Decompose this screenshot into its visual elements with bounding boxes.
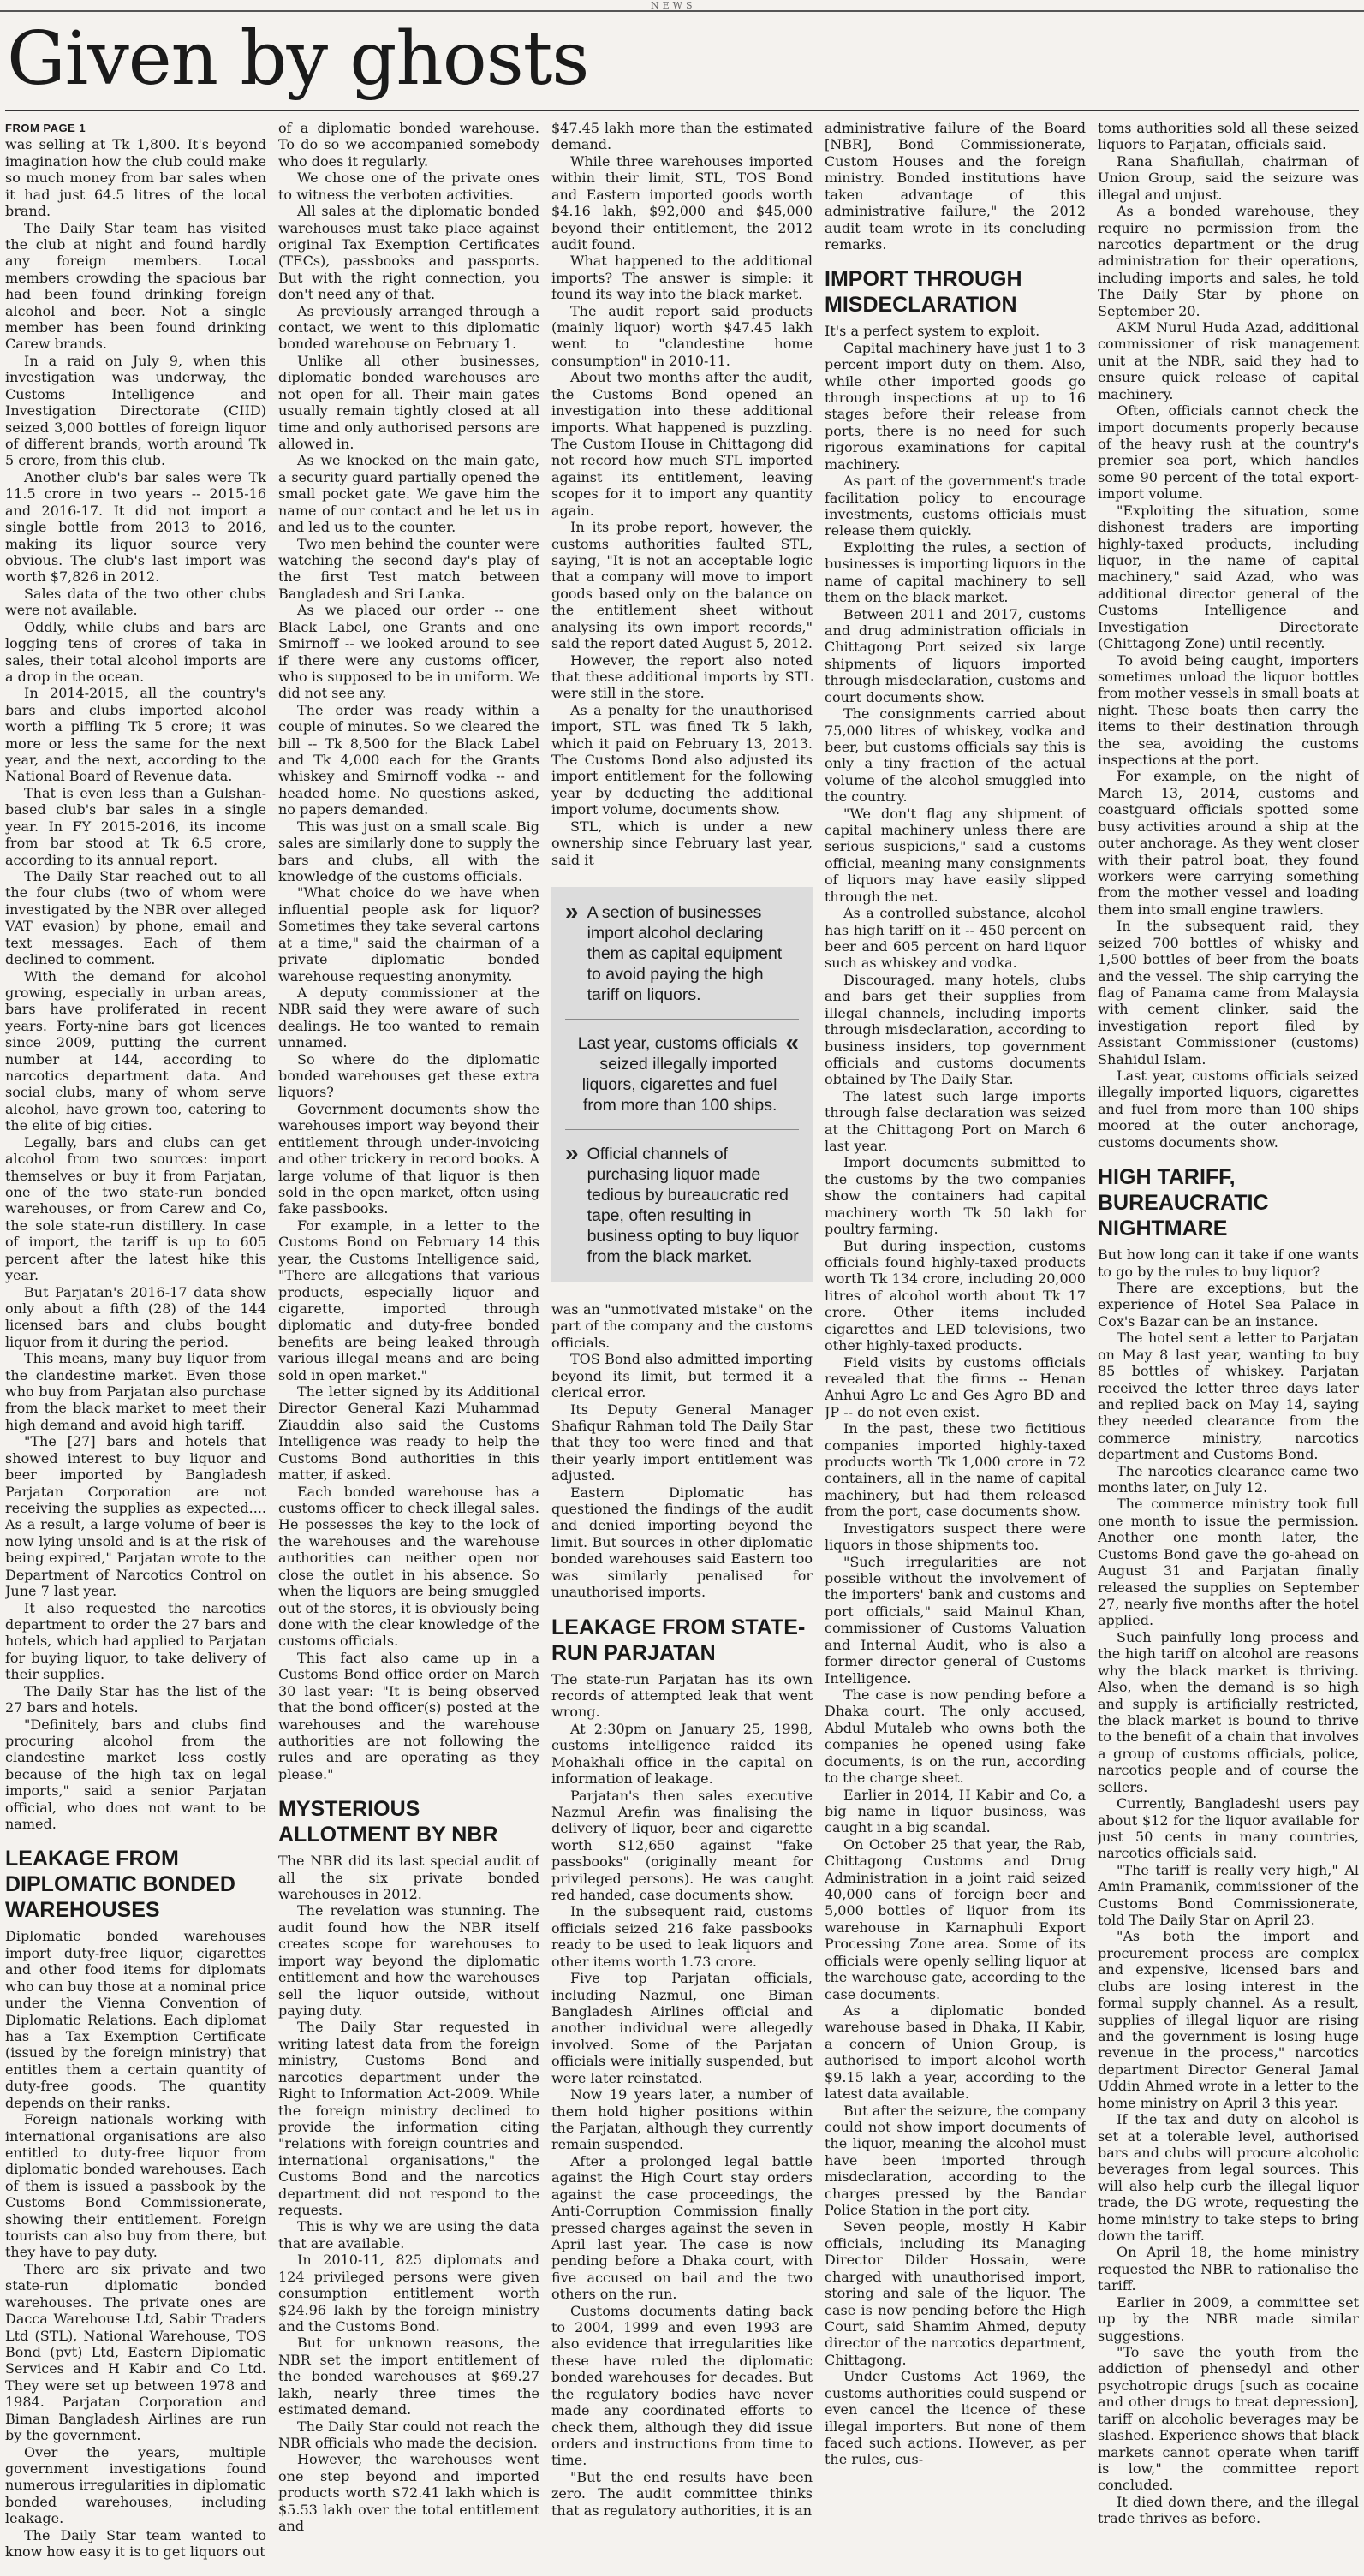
section-subhead: LEAKAGE FROM STATE-RUN PARJATAN <box>551 1615 806 1665</box>
paragraph <box>825 120 1086 253</box>
paragraph <box>825 323 1086 339</box>
paragraph <box>5 1134 266 1284</box>
paragraph <box>825 606 1086 706</box>
paragraph-text: There are six private and two state-run diplomatic bonded warehouses. The private ones are Dacca Warehouse Ltd, Sabir Traders Ltd (STL), National Warehouse, TOS Bond (pvt) Ltd, Eastern Diplomatic Services and H Kabir and Co Ltd. They were set up between 1978 and 1984. Parjatan Corporation and Biman Bangladesh Airlines are run by the government. <box>5 2260 266 2444</box>
paragraph <box>5 220 266 353</box>
paragraph-text: The Daily Star reached out to all the four clubs (two of whom were investigated by the NBR over alleged VAT evasion) by phone, email and text messages. Each of them declined to comment. <box>5 867 266 968</box>
paragraph <box>278 2451 539 2534</box>
paragraph <box>825 1520 1086 1554</box>
paragraph-text: But how long can it take if one wants to go by the rules to buy liquor? <box>1098 1246 1359 1280</box>
paragraph-text: All sales at the diplomatic bonded warehouses must take place against original Tax Exemption Certificates (TECs), passbooks and passports. But with the right connection, you don't need any of that. <box>278 203 539 303</box>
paragraph-text: Seven people, mostly H Kabir officials, including its Managing Director Dilder Hossain, were charged with unauthorised import, storing and sale of the liquor. The case is now pending before the High Court, said Shamim Ahmed, deputy director of the narcotics department, Chittagong. <box>825 2218 1086 2368</box>
paragraph-text: Oddly, while clubs and bars are logging tens of crores of taka in sales, their total alcohol imports are a drop in the ocean. <box>5 618 266 685</box>
paragraph <box>278 884 539 985</box>
paragraph <box>825 1554 1086 1687</box>
paragraph-text: This was just on a small scale. Big sales are similarly done to supply the bars and clubs, all with the knowledge of the customs officials. <box>278 818 539 884</box>
paragraph-text: Its Deputy General Manager Shafiqur Rahman told The Daily Star that they too were fined and that their yearly import entitlement was adjusted. <box>551 1401 813 1484</box>
paragraph <box>825 2218 1086 2368</box>
paragraph-text: It died down there, and the illegal trade thrives as before. <box>1098 2493 1359 2527</box>
paragraph <box>5 868 266 968</box>
paragraph <box>1098 1246 1359 1280</box>
paragraph-text: In 2010-11, 825 diplomats and 124 privileged persons were given consumption entitlement worth $24.96 lakh by the foreign ministry and the Customs Bond. <box>278 2252 539 2335</box>
column-5 <box>1098 120 1359 2568</box>
paragraph-text: Between 2011 and 2017, customs and drug administration officials in Chittagong Port seized six large shipments of liquors imported through misdeclaration, customs and court documents show. <box>825 605 1086 705</box>
paragraph-text: Discouraged, many hotels, clubs and bars get their supplies from illegal channels, including imports through misdeclaration, according to business insiders, top government officials and customs documents obtained by The Daily Star. <box>825 971 1086 1088</box>
paragraph-text: Over the years, multiple government investigations found numerous irregularities in diplomatic bonded warehouses, including leakage. <box>5 2443 266 2527</box>
paragraph <box>5 586 266 619</box>
paragraph <box>1098 1629 1359 1795</box>
pull-quote-divider <box>565 1019 799 1020</box>
paragraph-text: That is even less than a Gulshan-based club's bar sales in a single year. In FY 2015-2016, its income from bar stood at Tk 6.5 crore, according to its annual report. <box>5 784 266 868</box>
paragraph-text: This is why we are using the data that are available. <box>278 2218 539 2252</box>
section-subhead: IMPORT THROUGH MISDECLARATION <box>825 267 1022 318</box>
pull-quote-text: A section of businesses import alcohol declaring them as capital equipment to avoid paying the high tariff on liquors. <box>587 902 783 1004</box>
paragraph <box>1098 1496 1359 1628</box>
paragraph-text: The commerce ministry took full one month to issue the permission. Another one month later, the Customs Bond gave the go-ahead on August 31 and Parjatan finally released the supplies on September 27, nearly five months after the hotel applied. <box>1098 1496 1359 1629</box>
paragraph-text: The letter signed by its Additional Director General Kazi Muhammad Ziauddin also said the Customs Intelligence was ready to help the Customs Bond authorities in this matter, if asked. <box>278 1383 539 1484</box>
paragraph <box>278 536 539 603</box>
paragraph-text: Each bonded warehouse has a customs officer to check illegal sales. He possesses the key to the lock of the warehouses and the warehouse authorities can neither open nor close the outlet in his absence. So when the liquors are being smuggled out of the stores, it is obviously being done with the clear knowledge of the customs officials. <box>278 1483 539 1650</box>
paragraph-text: For example, in a letter to the Customs Bond on February 14 this year, the Customs Intelligence said, "There are allegations that various products, especially liquor and cigarette, imported through diplomatic and duty-free bonded benefits are being leaked through various illegal means and are being sold in open market." <box>278 1217 539 1383</box>
paragraph-text: Now 19 years later, a number of them hold higher positions within the Parjatan, although they currently remain suspended. <box>551 2086 813 2153</box>
paragraph <box>551 2303 813 2469</box>
paragraph-text: In the past, these two fictitious companies imported highly-taxed products worth Tk 1,000 crore in 72 containers, all in the name of capital machinery, but had them released from the port, case documents show. <box>825 1420 1086 1520</box>
paragraph <box>825 340 1086 473</box>
paragraph-text: STL, which is under a new ownership since February last year, said it <box>551 818 813 868</box>
paragraph-text: Often, officials cannot check the import documents properly because of the heavy rush at the country's premier sea port, which handles some 90 percent of the total export-import volume. <box>1098 402 1359 503</box>
paragraph-text: Parjatan's then sales executive Nazmul Arefin was finalising the delivery of liquor, beer and cigarette worth $12,650 against "fake passbooks" (originally meant for privileged persons). He was caught red handed, case documents show. <box>551 1787 813 1904</box>
double-chevron-icon: « <box>785 1028 799 1056</box>
paragraph <box>5 1600 266 1683</box>
paragraph <box>551 120 813 153</box>
paragraph-text: The state-run Parjatan has its own records of attempted leak that went wrong. <box>551 1670 813 1721</box>
paragraph-text: Unlike all other businesses, diplomatic bonded warehouses are not open for all. Their main gates usually remain tightly closed at all time and only authorised persons are allowed in. <box>278 352 539 453</box>
paragraph-text: But for unknown reasons, the NBR set the import entitlement of the bonded warehouses at $69.27 lakh, nearly three times the estimated demand. <box>278 2335 539 2418</box>
paragraph <box>551 1401 813 1484</box>
paragraph-text: "The [27] bars and hotels that showed interest to buy liquor and beer imported by Bangladesh Parjatan Corporation are not receiving the supplies as expected.... As a result, a large volume of beer is now lying unsold and is at the risk of being expired," Parjatan wrote to the Department of Narcotics Control on June 7 last year. <box>5 1433 266 1600</box>
paragraph <box>1098 2294 1359 2344</box>
paragraph <box>551 702 813 818</box>
paragraph <box>278 602 539 702</box>
paragraph-text: "Definitely, bars and clubs find procuring alcohol from the clandestine market less costly because of the high tax on legal imports," said a senior Parjatan official, who does not want to be named. <box>5 1716 266 1833</box>
paragraph <box>5 785 266 868</box>
paragraph <box>825 806 1086 906</box>
paragraph-text: The order was ready within a couple of minutes. So we cleared the bill -- Tk 8,500 for the Black Label and Tk 4,000 each for the Grants whiskey and Smirnoff vodka -- and headed home. No questions asked, no papers demanded. <box>278 701 539 818</box>
paragraph <box>1098 1463 1359 1496</box>
paragraph <box>5 120 266 220</box>
paragraph <box>825 539 1086 606</box>
paragraph <box>5 1350 266 1433</box>
paragraph <box>5 619 266 686</box>
paragraph-text: This means, many buy liquor from the clandestine market. Even those who buy from Parjatan also purchase from the black market to meet their high demand and avoid high tariff. <box>5 1350 266 1433</box>
paragraph-text: "As both the import and procurement process are complex and expensive, licensed bars and clubs are losing interest in the formal supply channel. As a result, supplies of illegal liquor are rising and the government is losing huge revenue in the process," narcotics department Director General Jamal Uddin Ahmed wrote in a letter to the home ministry on April 3 this year. <box>1098 1928 1359 2111</box>
paragraph-text: Rana Shafiullah, chairman of Union Group, said the seizure was illegal and unjust. <box>1098 152 1359 203</box>
paragraph <box>551 519 813 651</box>
paragraph-text: Earlier in 2009, a committee set up by the NBR made similar suggestions. <box>1098 2293 1359 2344</box>
paragraph <box>825 1787 1086 1836</box>
paragraph-text: We chose one of the private ones to witness the verboten activities. <box>278 170 539 203</box>
paragraph-text: Exploiting the rules, a section of businesses is importing liquors in the name of capital machinery to sell them on the black market. <box>825 538 1086 606</box>
paragraph <box>551 303 813 370</box>
paragraph-text: This fact also came up in a Customs Bond office order on March 30 last year: "It is being observed that the bond officer(s) posted at the warehouses and the warehouse authorities are not following the rules and are operating as they please." <box>278 1649 539 1782</box>
paragraph <box>1098 1330 1359 1462</box>
paragraph-text: For example, on the night of March 13, 2014, customs and coastguard officials spotted some busy activities around a ship at the outer anchorage. As they went closer with their patrol boat, they found workers were carrying something from the mother vessel and loading them into small engine trawlers. <box>1098 768 1359 918</box>
paragraph <box>278 1101 539 1217</box>
pull-quote-text: Last year, customs officials seized illegally imported liquors, cigarettes and fuel from more than 100 ships. <box>577 1033 777 1115</box>
paragraph <box>551 1484 813 1601</box>
paragraph <box>1098 2111 1359 2244</box>
section-subhead: LEAKAGE FROM DIPLOMATIC BONDED WAREHOUSES <box>5 1847 235 1923</box>
double-chevron-icon: » <box>565 1139 579 1166</box>
paragraph <box>825 1154 1086 1237</box>
section-label: NEWS <box>651 0 696 11</box>
paragraph <box>551 2153 813 2303</box>
paragraph-text: While three warehouses imported within their limit, STL, TOS Bond and Eastern imported goods worth $4.16 lakh, $92,000 and $45,000 beyond their entitlement, the 2012 audit found. <box>551 152 813 253</box>
paragraph <box>1098 2344 1359 2494</box>
paragraph <box>5 2111 266 2261</box>
pull-quote <box>565 897 799 1005</box>
paragraph <box>5 1928 266 2111</box>
paragraph <box>278 2252 539 2335</box>
paragraph-text: Last year, customs officials seized illegally imported liquors, cigarettes and fuel from more than 100 ships moored at the outer anchorage, customs documents show. <box>1098 1068 1359 1151</box>
paragraph <box>278 120 539 170</box>
paragraph-text: Diplomatic bonded warehouses import duty-free liquor, cigarettes and other food items for diplomats who can buy those at a nominal price under the Vienna Convention of Diplomatic Relations. Each diplomat has a Tax Exemption Certificate (issued by the foreign ministry) that entitles them a certain quantity of duty-free goods. The quantity depends on their ranks. <box>5 1928 266 2111</box>
paragraph <box>5 2444 266 2527</box>
paragraph-text: Investigators suspect there were liquors in those shipments too. <box>825 1520 1086 1554</box>
paragraph <box>551 1351 813 1401</box>
pull-quote <box>565 1028 799 1115</box>
paragraph-text: Field visits by customs officials revealed that the firms -- Henan Anhui Agro Lc and Ges Agro BD and JP -- do not even exist. <box>825 1353 1086 1420</box>
paragraph-text: "Such irregularities are not possible without the involvement of the importers' bank and customs and port officials," said Mainul Khan, commissioner of Customs Valuation and Internal Audit, who is also a former director general of Customs Intelligence. <box>825 1553 1086 1687</box>
paragraph <box>1098 319 1359 402</box>
paragraph <box>5 1716 266 1833</box>
pull-quote-text: Official channels of purchasing liquor made tedious by bureaucratic red tape, often resulting in business opting to buy liquor from the black market. <box>587 1144 799 1266</box>
paragraph-text: "To save the youth from the addiction of phensedyl and other psychotropic drugs [such as cocaine and other drugs to treat depression], tariff on alcoholic beverages may be slashed. Experience shows that black markets cannot operate when tariff is low," the committee report concluded. <box>1098 2344 1359 2494</box>
paragraph-text: was an "unmotivated mistake" on the part of the company and the customs officials. <box>551 1300 813 1351</box>
paragraph-text: It also requested the narcotics department to order the 27 bars and hotels, which had applied to Parjatan for buying liquor, to take delivery of their supplies. <box>5 1599 266 1683</box>
paragraph-text: What happened to the additional imports? The answer is simple: it found its way into the black market. <box>551 253 813 303</box>
paragraph <box>1098 1928 1359 2111</box>
double-chevron-icon: » <box>565 897 579 925</box>
paragraph <box>278 1853 539 1902</box>
paragraph-text: In a raid on July 9, when this investigation was underway, the Customs Intelligence and Investigation Directorate (CIID) seized 3,000 bottles of foreign liquor of different brands, worth around Tk 5 crore, from this club. <box>5 352 266 469</box>
paragraph-text: "But the end results have been zero. The audit committee thinks that as regulatory authorities, it is an <box>551 2468 813 2519</box>
paragraph <box>825 2103 1086 2219</box>
headline-rule <box>5 110 1359 111</box>
column-1 <box>5 120 266 2568</box>
paragraph <box>825 705 1086 806</box>
paragraph <box>825 1687 1086 1787</box>
paragraph-text: It's a perfect system to exploit. <box>825 323 1040 340</box>
paragraph-text: But during inspection, customs officials found highly-taxed products worth Tk 134 crore, including 20,000 litres of alcohol worth about Tk 17 crore. Other items included cigarettes and LED televisions, two other highly-taxed products. <box>825 1237 1086 1354</box>
paragraph <box>5 469 266 586</box>
paragraph-text: of a diplomatic bonded warehouse. To do so we accompanied somebody who does it regularly. <box>278 120 539 170</box>
paragraph-text: The latest such large imports through false declaration was seized at the Chittagong Port on March 6 last year. <box>825 1087 1086 1155</box>
paragraph-text: The Daily Star team has visited the club at night and found hardly any foreign members. Local members crowding the spacious bar had been found drinking foreign alcohol and beer. Not a single member has been found drinking Carew brands. <box>5 219 266 353</box>
paragraph <box>825 972 1086 1088</box>
paragraph <box>5 968 266 1134</box>
paragraph-text: About two months after the audit, the Customs Bond opened an investigation into these additional imports. What happened is puzzling. The Custom House in Chittagong did not record how much STL imported against its entitlement, leaving scopes for it to import any quantity again. <box>551 369 813 519</box>
paragraph <box>1098 652 1359 769</box>
paragraph <box>551 2086 813 2153</box>
paragraph-text: In the subsequent raid, customs officials seized 216 fake passbooks ready to be used to leak liquors and other items worth 1.73 crore. <box>551 1903 813 1970</box>
paragraph <box>825 2368 1086 2468</box>
paragraph <box>551 1788 813 1904</box>
paragraph-text: Five top Parjatan officials, including Nazmul, one Biman Bangladesh Airlines official and another individual were allegedly involved. Some of the Parjatan officials were initially suspended, but were later reinstated. <box>551 1970 813 2086</box>
paragraph <box>825 1238 1086 1354</box>
paragraph-text: As part of the government's trade facilitation policy to encourage investments, customs officials must release them quickly. <box>825 473 1086 539</box>
paragraph-text: However, the warehouses went one step beyond and imported products worth $72.41 lakh which is $5.53 lakh over the total entitlement and <box>278 2451 539 2535</box>
paragraph <box>1098 2244 1359 2293</box>
paragraph-text: The Daily Star team wanted to know how easy it is to get liquors out <box>5 2526 266 2561</box>
headline: Given by ghosts <box>7 16 589 102</box>
paragraph-text: "We don't flag any shipment of capital machinery unless there are serious suspicions," said a customs official, meaning many consignments of liquors may have easily slipped through the net. <box>825 805 1086 905</box>
paragraph-text: Another club's bar sales were Tk 11.5 crore in two years -- 2015-16 and 2016-17. It did not import a single bottle from 2013 to 2016, making its liquor source very obvious. The club's last import was worth $7,826 in 2012. <box>5 468 266 586</box>
paragraph <box>1098 918 1359 1068</box>
paragraph <box>551 1903 813 1970</box>
paragraph-text: was selling at Tk 1,800. It's beyond imagination how the club could make so much money from bar sales when it had just 64.5 litres of the local brand. <box>5 136 266 220</box>
paragraph-text: Under Customs Act 1969, the customs authorities could suspend or even cancel the licence of these illegal importers. But none of them faced such actions. However, as per the rules, cus- <box>825 2368 1086 2468</box>
paragraph <box>1098 120 1359 153</box>
paragraph-text: On April 18, the home ministry requested the NBR to rationalise the tariff. <box>1098 2244 1359 2294</box>
column-2 <box>278 120 539 2568</box>
paragraph-text: As we placed our order -- one Black Label, one Grants and one Smirnoff -- we looked around to see if there were any customs officer, who is supposed to be in uniform. We did not see any. <box>278 602 539 702</box>
paragraph-text: Such painfully long process and the high tariff on alcohol are reasons why the black market is thriving. Also, when the demand is so high and supply is artificially restricted, the black market is bound to thrive to the benefit of a chain that involves a group of customs officials, police, narcotics people and of course the sellers. <box>1098 1628 1359 1795</box>
paragraph <box>825 473 1086 539</box>
paragraph <box>1098 153 1359 203</box>
paragraph <box>5 2527 266 2561</box>
paragraph-text: After a prolonged legal battle against the High Court stay orders against the case proceedings, the Anti-Corruption Commission finally pressed charges against the seven in April last year. The case is now pending before a Dhaka court, with five accused on bail and the two others on the run. <box>551 2152 813 2303</box>
paragraph-text: Sales data of the two other clubs were not available. <box>5 585 266 619</box>
paragraph <box>5 353 266 469</box>
paragraph-text: A deputy commissioner at the NBR said they were aware of such dealings. He too wanted to remain unnamed. <box>278 984 539 1051</box>
paragraph <box>278 203 539 303</box>
paragraph <box>825 1354 1086 1421</box>
paragraph-text: administrative failure of the Board [NBR], Bond Commissionerate, Custom Houses and the foreign ministry. Bonded institutions have taken advantage of this administrative failure," the 2012 audit team wrote in its concluding remarks. <box>825 120 1086 253</box>
paragraph <box>278 1051 539 1101</box>
paragraph-text: The audit report said products (mainly liquor) worth $47.45 lakh went to "clandestine home consumption" in 2010-11. <box>551 302 813 369</box>
paragraph <box>1098 1068 1359 1151</box>
paragraph <box>278 1902 539 2019</box>
paragraph-text: Government documents show the warehouses import way beyond their entitlement through under-invoicing and other trickery in record books. A large volume of that liquor is then sold in the open market, often using fake passbooks. <box>278 1100 539 1217</box>
paragraph <box>278 2335 539 2418</box>
paragraph-text: AKM Nurul Huda Azad, additional commissioner of risk management unit at the NBR, said they had to ensure quick release of capital machinery. <box>1098 319 1359 402</box>
paragraph-text: As previously arranged through a contact, we went to this diplomatic bonded warehouse on February 1. <box>278 302 539 353</box>
paragraph-text: As a bonded warehouse, they require no permission from the narcotics department or the drug administration for their operations, including imports and sales, he told The Daily Star by phone on September 20. <box>1098 203 1359 319</box>
column-3 <box>551 120 813 2568</box>
paragraph <box>278 2218 539 2252</box>
paragraph-text: At 2:30pm on January 25, 1998, customs intelligence raided its Mohakhali office in the capital on information of leakage. <box>551 1720 813 1788</box>
paragraph-text: If the tax and duty on alcohol is set at a tolerable level, authorised bars and clubs will procure alcoholic beverages from legal sources. This will also help curb the illegal liquor trade, the DG wrote, requesting the home ministry to take steps to bring down the tariff. <box>1098 2111 1359 2245</box>
paragraph-text: "What choice do we have when influential people ask for liquor? Sometimes they take several cartons at a time," said the chairman of a private diplomatic bonded warehouse requesting anonymity. <box>278 884 539 985</box>
paragraph-text: There are exceptions, but the experience of Hotel Sea Palace in Cox's Bazar can be an instance. <box>1098 1280 1359 1330</box>
paragraph-text: In the subsequent raid, they seized 700 bottles of whisky and 1,500 bottles of beer from the boats and the vessel. The ship carrying the flag of Panama came from Malaysia with cement clinker, said the investigation report filed by Assistant Commissioner (customs) Shahidul Islam. <box>1098 918 1359 1068</box>
paragraph <box>1098 402 1359 503</box>
paragraph <box>278 702 539 818</box>
paragraph <box>278 2019 539 2218</box>
paragraph <box>1098 203 1359 319</box>
paragraph <box>278 452 539 535</box>
paragraph-text: "Exploiting the situation, some dishonest traders are importing highly-taxed products, including liquor, in the name of capital machinery," said Azad, who was additional director general of the Customs Intelligence and Investigation Directorate (Chittagong Zone) until recently. <box>1098 502 1359 652</box>
paragraph <box>1098 768 1359 918</box>
paragraph-text: The hotel sent a letter to Parjatan on May 8 last year, wanting to buy 85 bottles of whiskey. Parjatan received the letter three days later and replied back on May 14, saying they needed clearance from the commerce ministry, narcotics department and Customs Bond. <box>1098 1330 1359 1463</box>
paragraph-text: Import documents submitted to the customs by the two companies show the containers had capital machinery worth Tk 50 lakh for poultry farming. <box>825 1154 1086 1238</box>
paragraph-text: $47.45 lakh more than the estimated demand. <box>551 120 813 153</box>
section-strip <box>0 0 1364 12</box>
section-subhead: HIGH TARIFF, BUREAUCRATIC NIGHTMARE <box>1098 1165 1269 1241</box>
paragraph <box>1098 2494 1359 2527</box>
column-4 <box>825 120 1086 2568</box>
paragraph <box>1098 503 1359 652</box>
pull-quote <box>565 1139 799 1267</box>
paragraph-text: Two men behind the counter were watching the second day's play of the first Test match between Bangladesh and Sri Lanka. <box>278 535 539 602</box>
paragraph <box>551 1301 813 1351</box>
paragraph <box>551 2469 813 2519</box>
paragraph <box>278 818 539 885</box>
paragraph <box>278 353 539 453</box>
pull-quote-divider <box>565 1129 799 1130</box>
paragraph <box>5 1284 266 1351</box>
paragraph-text: As a penalty for the unauthorised import, STL was fined Tk 5 lakh, which it paid on February 13, 2013. The Customs Bond also adjusted its import entitlement for the following year by deducting the additional import volume, documents show. <box>551 701 813 818</box>
paragraph <box>278 303 539 353</box>
paragraph <box>1098 1862 1359 1929</box>
paragraph <box>551 369 813 519</box>
paragraph-text: The revelation was stunning. The audit found how the NBR itself creates scope for warehouses to import way beyond the diplomatic entitlement and how the warehouses sell the liquor outside, without paying duty. <box>278 1902 539 2019</box>
paragraph <box>5 1433 266 1599</box>
paragraph-text: toms authorities sold all these seized liquors to Parjatan, officials said. <box>1098 120 1359 153</box>
paragraph-text: So where do the diplomatic bonded warehouses get these extra liquors? <box>278 1050 539 1101</box>
paragraph <box>278 2418 539 2452</box>
paragraph-text: The narcotics clearance came two months later, on July 12. <box>1098 1462 1359 1496</box>
paragraph-text: As we knocked on the main gate, a security guard partially opened the small pocket gate. We gave him the name of our contact and he let us in and led us to the counter. <box>278 452 539 536</box>
paragraph-text: Customs documents dating back to 2004, 1999 and even 1993 are also evidence that irregularities like these have ruled the diplomatic bonded warehouses for decades. But the regulatory bodies have never made any coordinated efforts to check them, although they did issue orders and instructions from time to time. <box>551 2302 813 2469</box>
paragraph <box>278 1650 539 1782</box>
paragraph-text: Currently, Bangladeshi users pay about $12 for the liquor available for just 50 cents in many countries, narcotics officials said. <box>1098 1795 1359 1862</box>
paragraph-text: As a controlled substance, alcohol has high tariff on it -- 450 percent on beer and 605 percent on hard liquor such as whiskey and vodka. <box>825 905 1086 972</box>
paragraph-text: However, the report also noted that these additional imports by STL were still in the store. <box>551 651 813 702</box>
from-page-kicker: FROM PAGE 1 <box>5 122 86 134</box>
paragraph-text: As a diplomatic bonded warehouse based in Dhaka, H Kabir, a concern of Union Group, is authorised to import alcohol worth $9.15 lakh a year, according to the latest data available. <box>825 2002 1086 2103</box>
paragraph-text: Capital machinery have just 1 to 3 percent import duty on them. Also, while other imported goods go through inspections at up to 16 stages before their release from ports, there is no need for such rigorous examinations for capital machinery. <box>825 339 1086 473</box>
paragraph-text: In its probe report, however, the customs authorities faulted STL, saying, "It is not an acceptable logic that a company will move to import goods based only on the balance on the entitlement sheet without analysing its own import records," said the report dated August 5, 2012. <box>551 519 813 652</box>
paragraph-text: TOS Bond also admitted importing beyond its limit, but termed it a clerical error. <box>551 1351 813 1401</box>
pull-quote-box <box>551 887 813 1282</box>
paragraph <box>551 1721 813 1788</box>
paragraph-text: The consignments carried about 75,000 litres of whiskey, vodka and beer, but customs officials say this is only a tiny fraction of the actual volume of the alcohol smuggled into the country. <box>825 705 1086 806</box>
paragraph-text: The Daily Star requested in writing latest data from the foreign ministry, Customs Bond and narcotics department under the Right to Information Act-2009. While the foreign ministry declined to provide the information citing "relations with foreign countries and international organisations," the Customs Bond and the narcotics department did not respond to the requests. <box>278 2019 539 2219</box>
paragraph <box>825 1836 1086 2002</box>
paragraph <box>278 1217 539 1383</box>
paragraph <box>825 1420 1086 1520</box>
paragraph <box>5 2261 266 2444</box>
paragraph-text: Earlier in 2014, H Kabir and Co, a big name in liquor business, was caught in a big scandal. <box>825 1786 1086 1836</box>
paragraph <box>5 1683 266 1716</box>
paragraph-text: The NBR did its last special audit of all the six private bonded warehouses in 2012. <box>278 1853 539 1903</box>
paragraph <box>278 1484 539 1650</box>
paragraph <box>551 253 813 302</box>
paragraph-text: The Daily Star has the list of the 27 bars and hotels. <box>5 1682 266 1716</box>
paragraph <box>551 1671 813 1721</box>
paragraph-text: Eastern Diplomatic has questioned the findings of the audit and denied importing beyond the limit. But sources in other diplomatic bonded warehouses said Eastern too was similarly penalised for unauthorised imports. <box>551 1484 813 1601</box>
paragraph-text: In 2014-2015, all the country's bars and clubs imported alcohol worth a piffling Tk 5 crore; it was more or less the same for the next year, and the next, according to the National Board of Revenue data. <box>5 685 266 785</box>
paragraph <box>825 905 1086 972</box>
paragraph <box>551 1970 813 2086</box>
paragraph <box>825 1088 1086 1155</box>
paragraph-text: But after the seizure, the company could not show import documents of the liquor, meaning the alcohol must have been imported through misdeclaration, according to the charges pressed by the Bandar Police Station in the port city. <box>825 2102 1086 2219</box>
paragraph <box>551 652 813 702</box>
paragraph-text: But Parjatan's 2016-17 data show only about a fifth (28) of the 144 licensed bars and clubs bought liquor from it during the period. <box>5 1283 266 1350</box>
paragraph <box>1098 1795 1359 1862</box>
paragraph <box>551 153 813 253</box>
paragraph-text: Legally, bars and clubs can get alcohol from two sources: import themselves or buy it from Parjatan, one of the two state-run bonded warehouses, or from Carew and Co, the sole state-run distillery. In case of import, the tariff is up to 605 percent after the latest hike this year. <box>5 1133 266 1284</box>
paragraph <box>5 685 266 785</box>
paragraph <box>278 170 539 203</box>
article-columns <box>5 120 1359 2568</box>
paragraph <box>1098 1280 1359 1330</box>
paragraph-text: Foreign nationals working with international organisations are also entitled to duty-free liquor from diplomatic bonded warehouses. Each of them is issued a passbook by the Customs Bond Commissionerate, showing their entitlement. Foreign tourists can also buy from there, but they have to pay duty. <box>5 2111 266 2261</box>
paragraph-text: On October 25 that year, the Rab, Chittagong Customs and Drug Administration in a joint raid seized 40,000 cans of foreign beer and 5,000 bottles of liquor from its warehouse in Karnaphuli Export Processing Zone area. Some of its officials were openly selling liquor at the warehouse gate, according to the case documents. <box>825 1835 1086 2002</box>
paragraph-text: To avoid being caught, importers sometimes unload the liquor bottles from mother vessels in small boats at night. These boats then carry the items to their destination through the sea, avoiding the customs inspections at the port. <box>1098 651 1359 769</box>
paragraph-text: With the demand for alcohol growing, especially in urban areas, bars have proliferated in recent years. Forty-nine bars got licences since 2009, putting the current number at 144, according to narcotics department data. And social clubs, many of whom serve alcohol, have grown too, catering to the elite of big cities. <box>5 967 266 1134</box>
paragraph <box>278 985 539 1051</box>
paragraph-text: "The tariff is really very high," Al Amin Pramanik, commissioner of the Customs Bond Commissionerate, told The Daily Star on April 23. <box>1098 1861 1359 1929</box>
section-subhead: MYSTERIOUS ALLOTMENT BY NBR <box>278 1797 498 1847</box>
paragraph <box>551 818 813 868</box>
paragraph-text: The case is now pending before a Dhaka court. The only accused, Abdul Mutaleb who owns both the companies he opened using fake documents, is on the run, according to the charge sheet. <box>825 1686 1086 1787</box>
paragraph <box>278 1383 539 1484</box>
paragraph-text: The Daily Star could not reach the NBR officials who made the decision. <box>278 2418 539 2451</box>
paragraph <box>825 2002 1086 2103</box>
